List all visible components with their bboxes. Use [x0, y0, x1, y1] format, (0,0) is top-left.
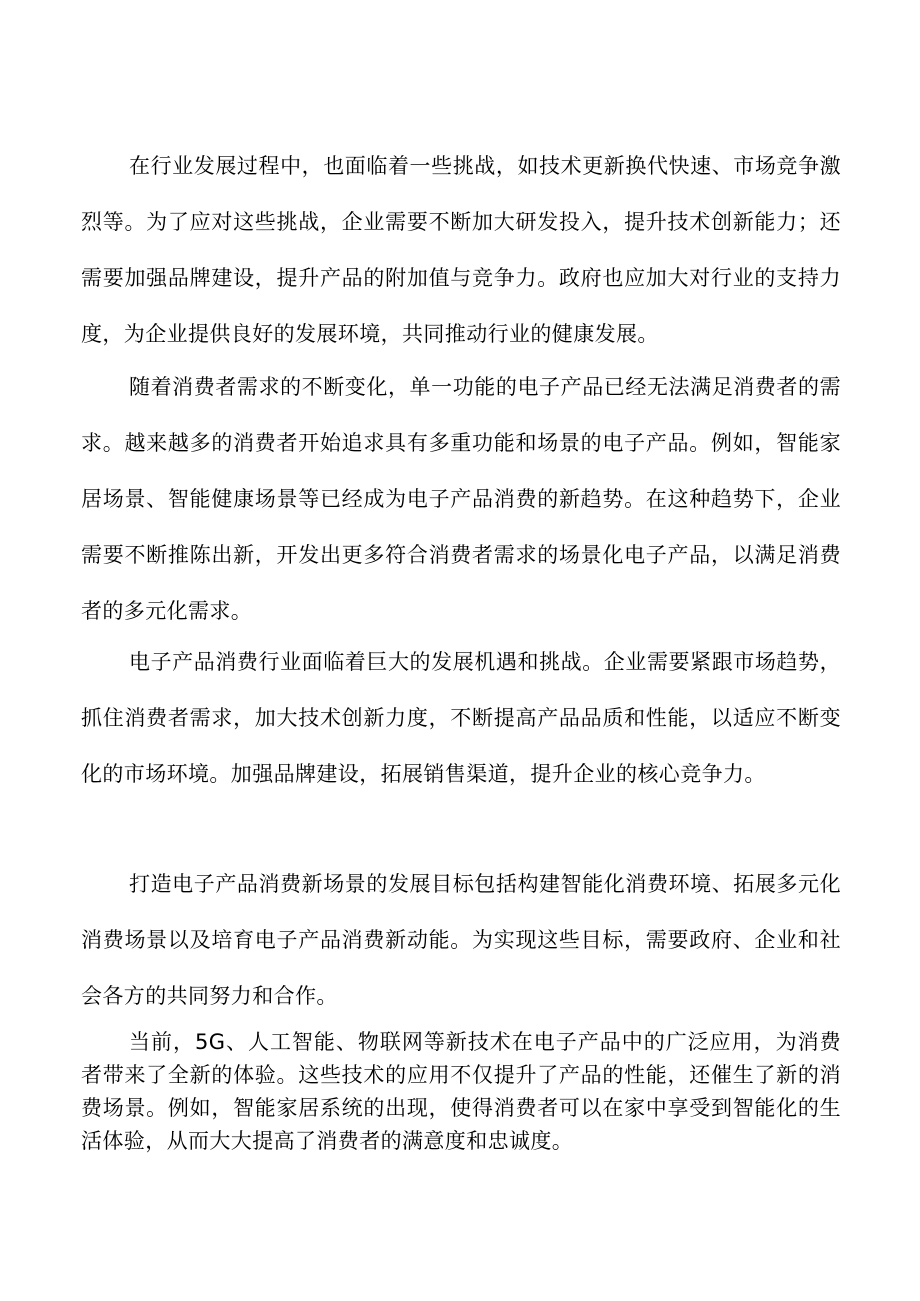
paragraph-development-goals: 打造电子产品消费新场景的发展目标包括构建智能化消费环境、拓展多元化消费场景以及培育电子产品消费新动能。为实现这些目标，需要政府、企业和社会各方的共同努力和合作。 [81, 872, 841, 1008]
paragraph-industry-challenges: 在行业发展过程中，也面临着一些挑战，如技术更新换代快速、市场竞争激烈等。为了应对这些挑战，企业需要不断加大研发投入，提升技术创新能力；还需要加强品牌建设，提升产品的附加值与竞争力。政府也应加大对行业的支持力度，为企业提供良好的发展环境，共同推动行业的健康发展。 [81, 154, 841, 346]
paragraph-consumer-demand: 随着消费者需求的不断变化，单一功能的电子产品已经无法满足消费者的需求。越来越多的消费者开始追求具有多重功能和场景的电子产品。例如，智能家居场景、智能健康场景等已经成为电子产品消费的新趋势。在这种趋势下，企业需要不断推陈出新，开发出更多符合消费者需求的场景化电子产品，以满足消费者的多元化需求。 [81, 375, 841, 623]
paragraph-new-technologies: 当前，5G、人工智能、物联网等新技术在电子产品中的广泛应用，为消费者带来了全新的体验。这些技术的应用不仅提升了产品的性能，还催生了新的消费场景。例如，智能家居系统的出现，使得消费者可以在家中享受到智能化的生活体验，从而大大提高了消费者的满意度和忠诚度。 [81, 1030, 841, 1153]
paragraph-opportunities: 电子产品消费行业面临着巨大的发展机遇和挑战。企业需要紧跟市场趋势，抓住消费者需求，加大技术创新力度，不断提高产品品质和性能，以适应不断变化的市场环境。加强品牌建设，拓展销售渠道，提升企业的核心竞争力。 [81, 650, 841, 786]
